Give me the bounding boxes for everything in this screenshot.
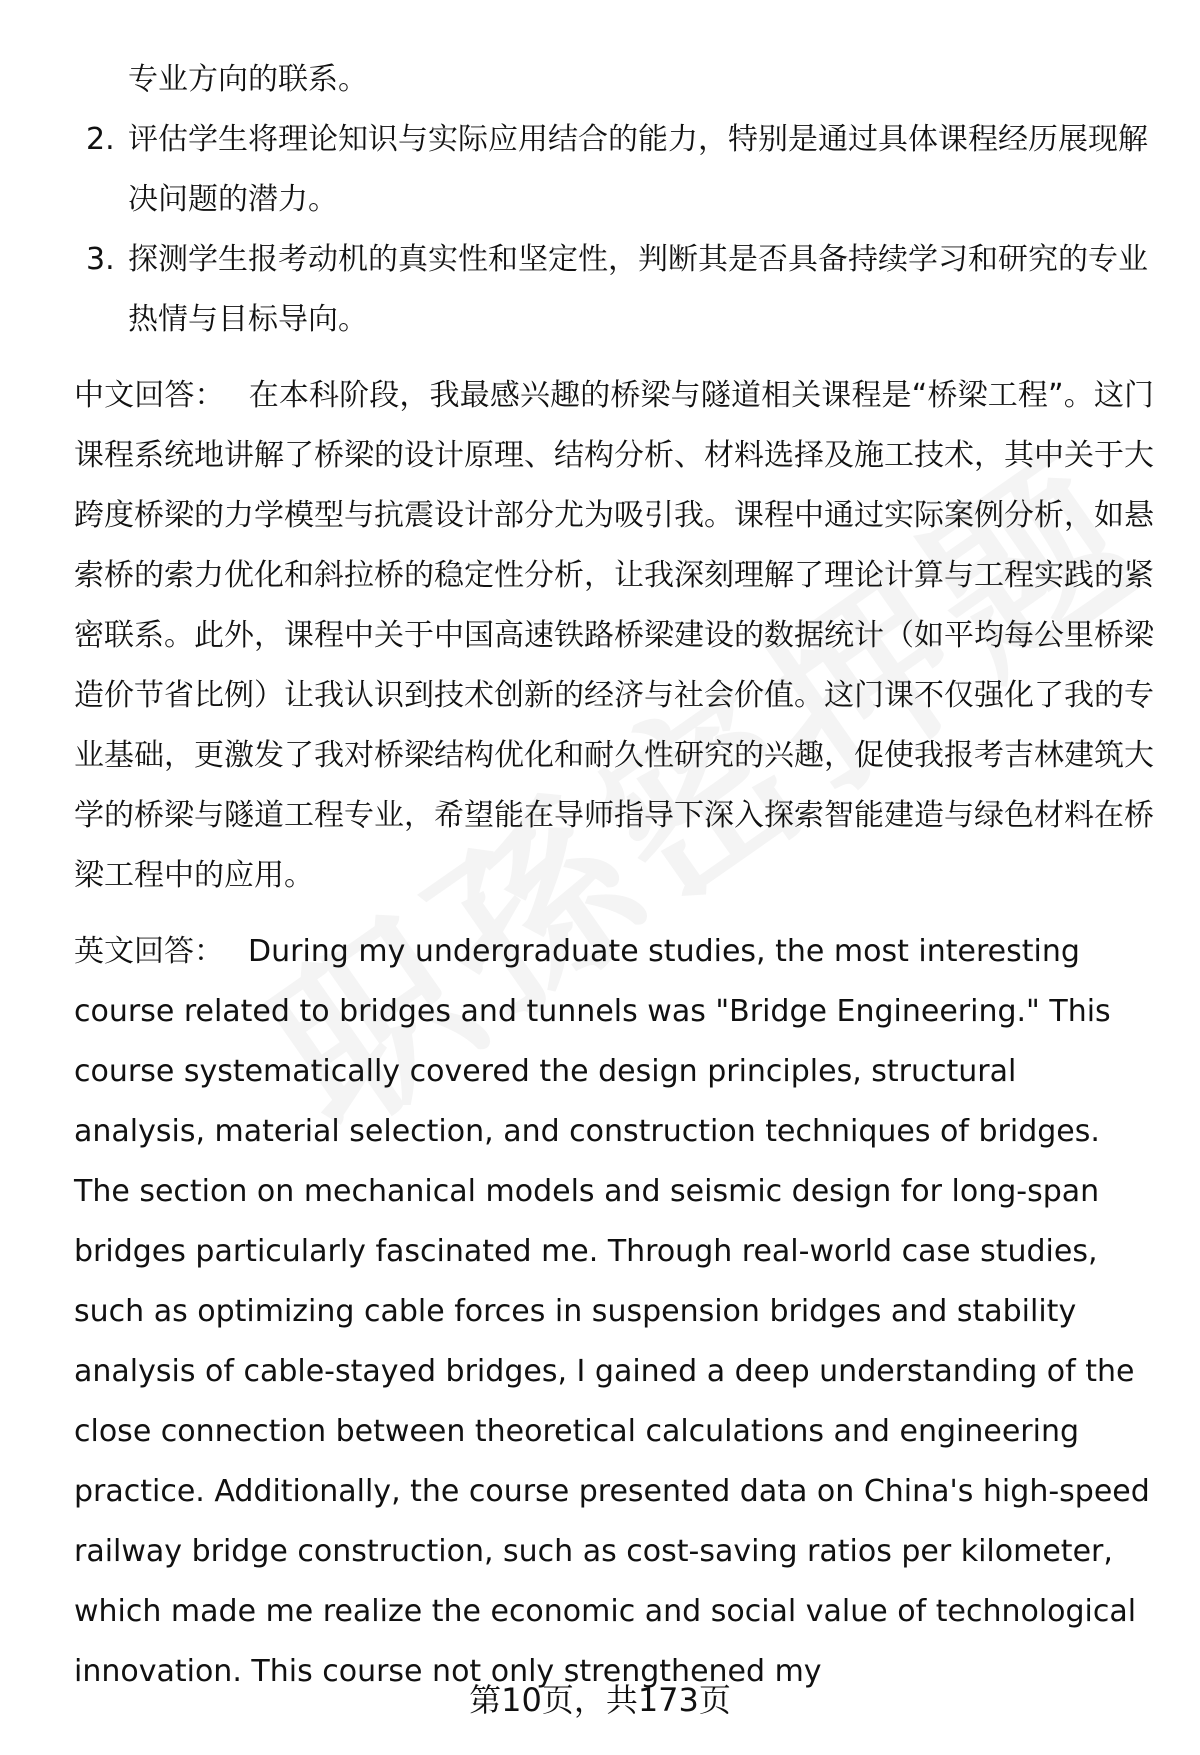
- list-item: [74, 230, 1154, 350]
- page-number-footer: 第10页，共173页: [469, 1681, 731, 1719]
- page-content: [74, 50, 1154, 1702]
- chinese-answer-text: 在本科阶段，我最感兴趣的桥梁与隧道相关课程是“桥梁工程”。这门课程系统地讲解了桥梁的设计原理、结构分析、材料选择及施工技术，其中关于大跨度桥梁的力学模型与抗震设计部分尤为吸引我。课程中通过实际案例分析，如悬索桥的索力优化和斜拉桥的稳定性分析，让我深刻理解了理论计算与工程实践的紧密联系。此外，课程中关于中国高速铁路桥梁建设的数据统计（如平均每公里桥梁造价节省比例）让我认识到技术创新的经济与社会价值。这门课不仅强化了我的专业基础，更激发了我对桥梁结构优化和耐久性研究的兴趣，促使我报考吉林建筑大学的桥梁与隧道工程专业，希望能在导师指导下深入探索智能建造与绿色材料在桥梁工程中的应用。: [74, 378, 1154, 893]
- criteria-list: [74, 110, 1154, 350]
- chinese-answer-label: 中文回答：: [74, 378, 225, 413]
- list-item-number: 3.: [86, 242, 115, 277]
- english-answer-text: During my undergraduate studies, the most interesting course related to bridges and tunnels was "Bridge Engineering." This course systematically covered the design principles, structural analysis, material selection, and construction techniques of bridges. The section on mechanical models and seismic design for long-span bridges particularly fascinated me. Through real-world case studies, such as optimizing cable forces in suspension bridges and stability analysis of cable-stayed bridges, I gained a deep understanding of the close connection between theoretical calculations and engineering practice. Additionally, the course presented data on China's high-speed railway bridge construction, such as cost-saving ratios per kilometer, which made me realize the economic and social value of technological innovation. This course not only strengthened my: [74, 934, 1150, 1689]
- chinese-answer: [74, 366, 1154, 906]
- list-item-number: 2.: [86, 122, 115, 157]
- list-item-text: 评估学生将理论知识与实际应用结合的能力，特别是通过具体课程经历展现解决问题的潜力。: [128, 122, 1148, 217]
- english-answer: [74, 922, 1154, 1702]
- list-item: [74, 110, 1154, 230]
- english-answer-label: 英文回答：: [74, 934, 224, 969]
- list-item-text: 探测学生报考动机的真实性和坚定性，判断其是否具备持续学习和研究的专业热情与目标导向。: [128, 242, 1148, 337]
- criteria-continuation: 专业方向的联系。: [128, 62, 368, 97]
